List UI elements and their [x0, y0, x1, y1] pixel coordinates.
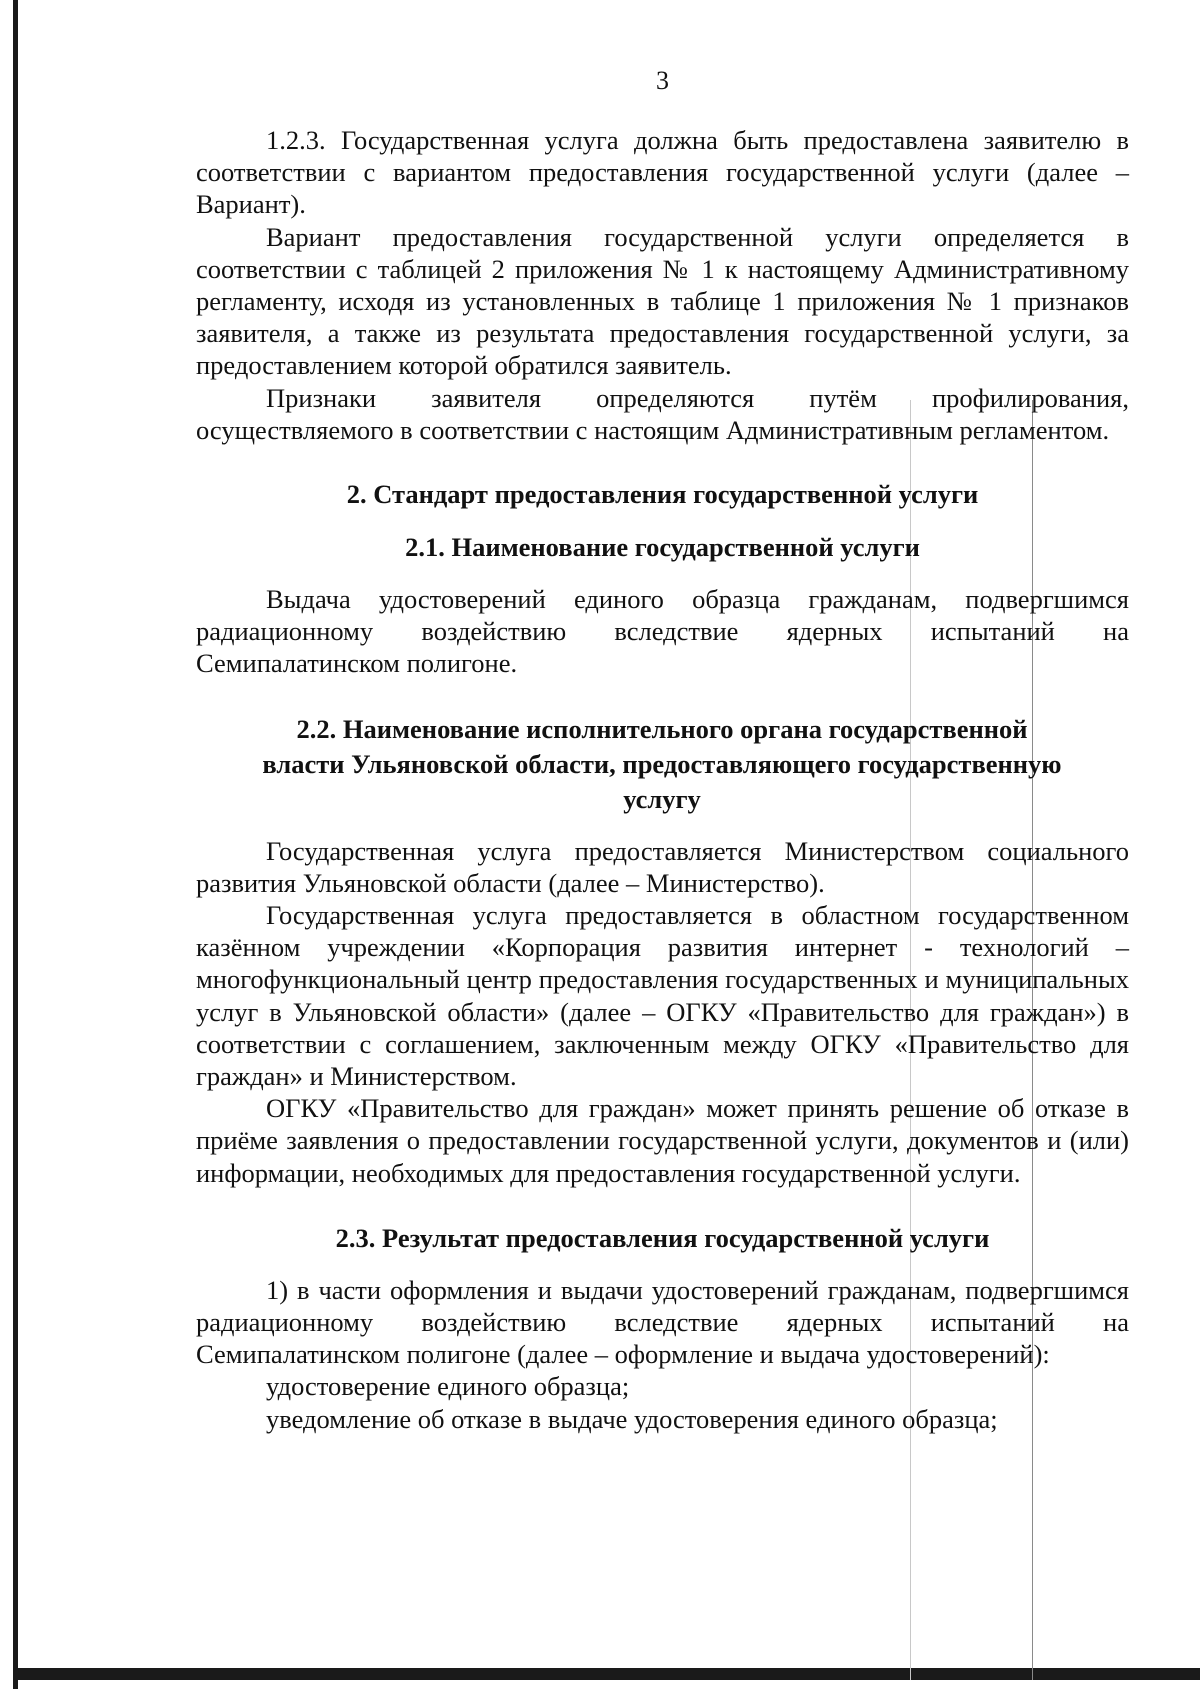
scan-edge-left — [13, 0, 18, 1689]
page-number: 3 — [656, 66, 669, 95]
scan-edge-bottom — [13, 1668, 1200, 1680]
list-item: уведомление об отказе в выдаче удостоверения единого образца; — [266, 1403, 998, 1434]
paragraph-variant: Вариант предоставления государственной услуги определяется в соответствии с таблицей 2 приложения № 1 к настоящему Административному регламенту, исходя из установленных в таблице 1 приложения № 1 признаков заявителя, а также из результата предоставления государственной услуги, за предоставлением которой обратился заявитель. — [196, 221, 1129, 381]
paragraph-1-2-3: 1.2.3. Государственная услуга должна быть предоставлена заявителю в соответствии с вариантом предоставления государственной услуги (далее – Вариант). — [196, 125, 1129, 220]
section-heading-2-2: 2.2. Наименование исполнительного органа государственной власти Ульяновской области, предоставляющего государственную услугу — [262, 713, 1062, 814]
section-heading-2: 2. Стандарт предоставления государственной услуги — [346, 479, 979, 510]
section-heading-2-1: 2.1. Наименование государственной услуги — [405, 532, 920, 563]
section-heading-2-3: 2.3. Результат предоставления государственной услуги — [335, 1222, 990, 1253]
paragraph-service-name: Выдача удостоверений единого образца гражданам, подвергшимся радиационному воздействию вследствие ядерных испытаний на Семипалатинском полигоне. — [196, 584, 1129, 679]
paragraph-ogku: Государственная услуга предоставляется в областном государственном казённом учреждении «Корпорация развития интернет - технологий – многофункциональный центр предоставления государственных и муниципальных услуг в Ульяновской области» (далее – ОГКУ «Правительство для граждан») в соответствии с соглашением, заключенным между ОГКУ «Правительство для граждан» и Министерством. — [196, 900, 1129, 1092]
list-item: удостоверение единого образца; — [266, 1371, 630, 1402]
paragraph-refusal: ОГКУ «Правительство для граждан» может принять решение об отказе в приёме заявления о предоставлении государственной услуги, документов и (или) информации, необходимых для предоставления государственной услуги. — [196, 1093, 1129, 1188]
document-body — [196, 124, 1129, 1435]
paragraph-result-item-1: 1) в части оформления и выдачи удостоверений гражданам, подвергшимся радиационному воздействию вследствие ядерных испытаний на Семипалатинском полигоне (далее – оформление и выдача удостоверений): — [196, 1274, 1129, 1370]
paragraph-applicant-signs: Признаки заявителя определяются путём профилирования, осуществляемого в соответствии с настоящим Административным регламентом. — [196, 382, 1129, 445]
paragraph-ministry: Государственная услуга предоставляется Министерством социального развития Ульяновской области (далее – Министерство). — [196, 835, 1129, 898]
